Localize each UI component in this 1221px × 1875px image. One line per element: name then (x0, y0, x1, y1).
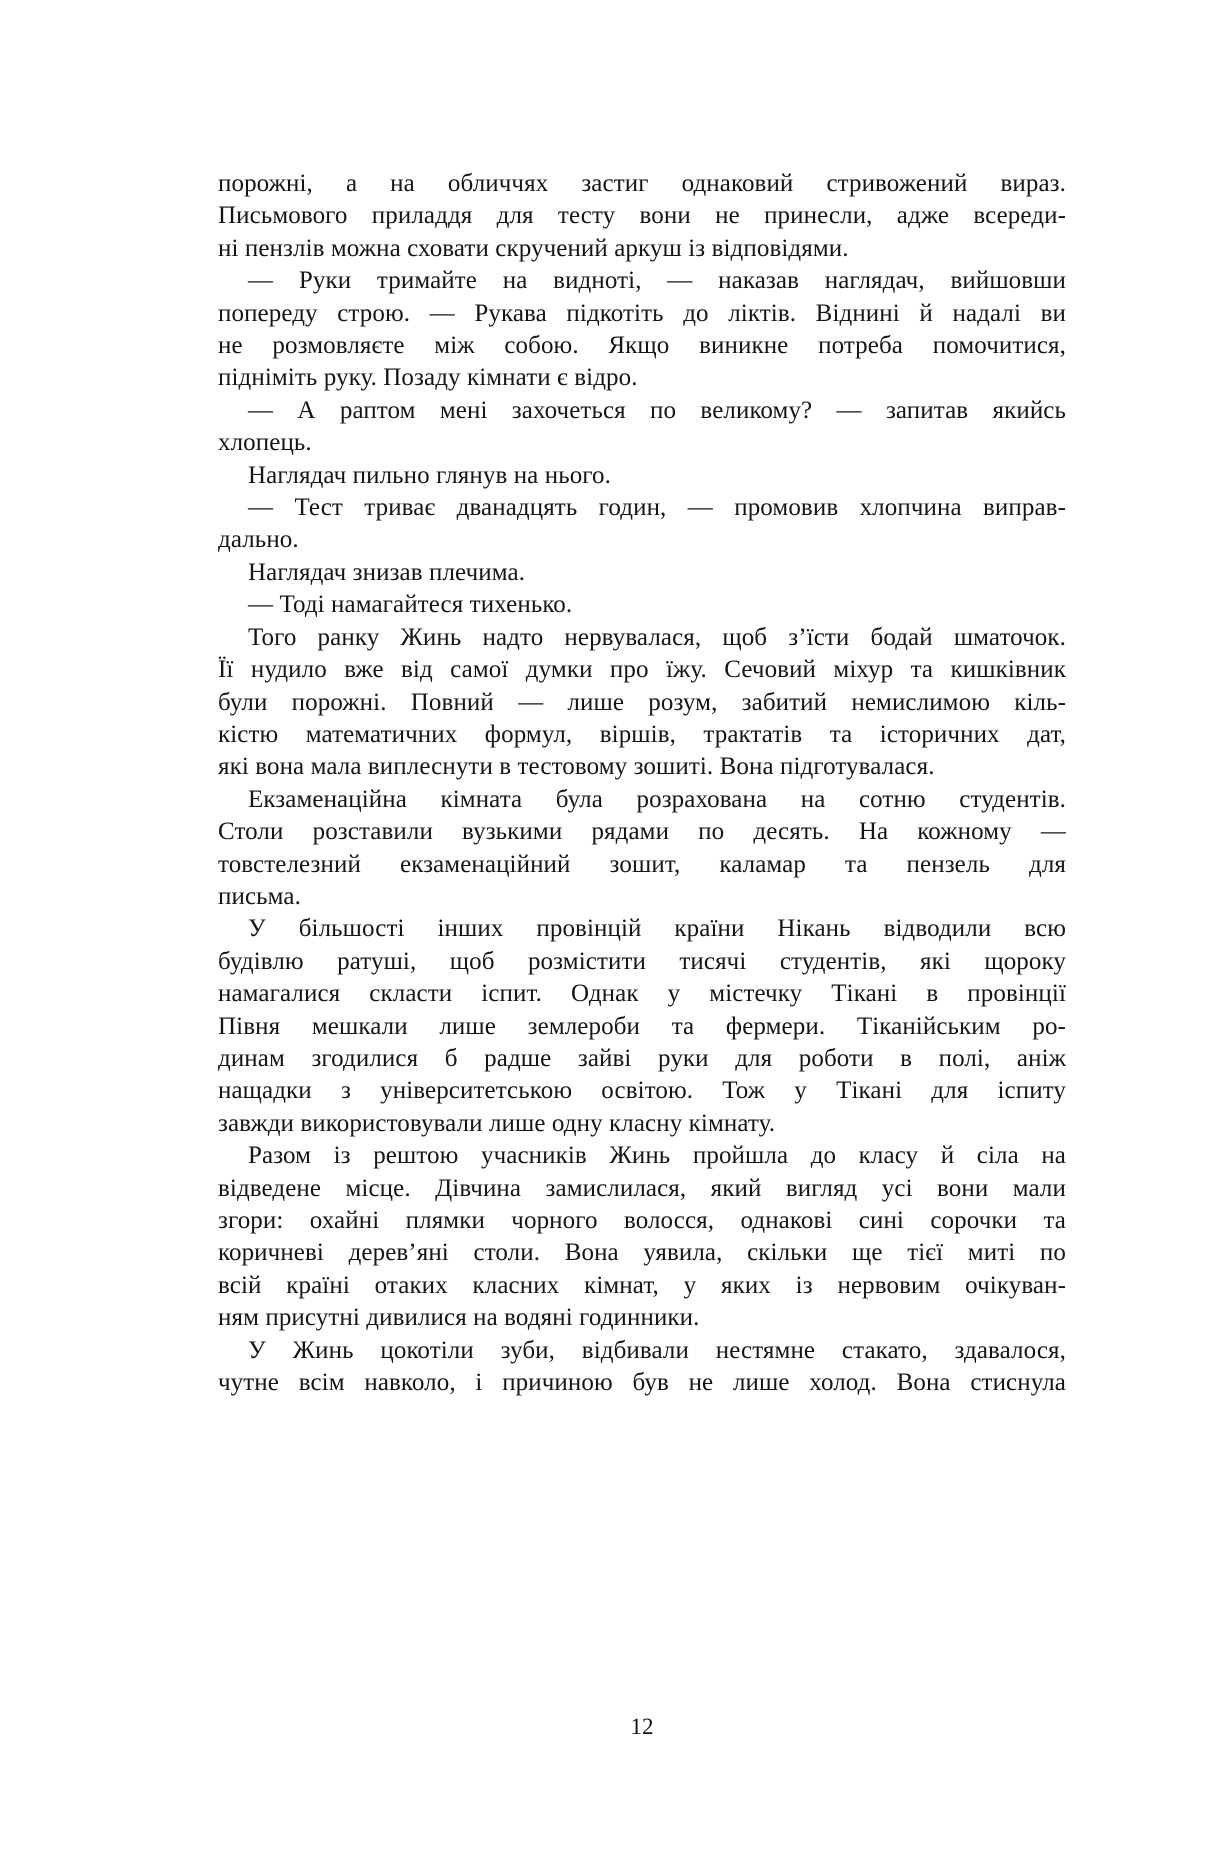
paragraph (218, 395, 1066, 460)
text-line: підніміть руку. Позаду кімнати є відро. (218, 364, 638, 392)
paragraph (218, 622, 1066, 784)
text-line: кістю математичних формул, віршів, трактатів та історичних дат, (218, 720, 1066, 748)
text-line: будівлю ратуші, щоб розмістити тисячі студентів, які щороку (218, 947, 1066, 975)
text-line: письма. (218, 882, 301, 910)
text-line: — А раптом мені захочеться по великому? — запитав якийсь (248, 396, 1066, 424)
text-line: Наглядач знизав плечима. (248, 558, 526, 586)
text-line: Столи розставили вузькими рядами по десять. На кожному — (218, 818, 1066, 846)
paragraph (218, 784, 1066, 914)
text-line: Наглядач пильно глянув на нього. (248, 461, 611, 489)
text-line: попереду строю. — Рукава підкотіть до ліктів. Віднині й надалі ви (218, 299, 1066, 327)
paragraph (218, 589, 1066, 621)
text-line: всій країні отаких класних кімнат, у яких із нервовим очікуван- (218, 1271, 1066, 1299)
text-line: ням присутні дивилися на водяні годинники. (218, 1304, 700, 1332)
paragraph (218, 913, 1066, 1140)
text-line: які вона мала виплеснути в тестовому зошиті. Вона підготувалася. (218, 753, 935, 781)
text-line: були порожні. Повний — лише розум, забитий немислимою кіль- (218, 688, 1066, 716)
text-line: Того ранку Жинь надто нервувалася, щоб з’їсти бодай шматочок. (248, 623, 1066, 651)
text-line: Її нудило вже від самої думки про їжу. Сечовий міхур та кишківник (218, 656, 1066, 684)
text-line: завжди використовували лише одну класну кімнату. (218, 1109, 776, 1137)
text-line: У Жинь цокотіли зуби, відбивали нестямне стакато, здавалося, (248, 1336, 1066, 1364)
text-line: нащадки з університетською освітою. Тож у Тікані для іспиту (218, 1077, 1066, 1105)
paragraph (218, 492, 1066, 557)
paragraph (218, 460, 1066, 492)
text-line: ні пензлів можна сховати скручений аркуш із відповідями. (218, 234, 849, 262)
text-line: не розмовляєте між собою. Якщо виникне потреба помочитися, (218, 332, 1066, 360)
text-line: Півня мешкали лише землероби та фермери. Тіканійським ро- (218, 1012, 1066, 1040)
text-line: хлопець. (218, 429, 312, 457)
text-line: — Руки тримайте на видноті, — наказав наглядач, вийшовши (248, 267, 1066, 295)
text-line: згори: охайні плямки чорного волосся, однакові сині сорочки та (218, 1207, 1066, 1234)
text-block (218, 168, 1066, 1399)
text-line: порожні, а на обличчях застиг однаковий стривожений вираз. (218, 170, 1066, 197)
page-number: 12 (630, 1714, 654, 1739)
text-line: чутне всім навколо, і причиною був не лише холод. Вона стиснула (218, 1369, 1066, 1397)
text-line: дально. (218, 526, 299, 554)
text-line: Разом із рештою учасників Жинь пройшла до класу й сіла на (248, 1142, 1066, 1170)
paragraph (218, 168, 1066, 265)
paragraph (218, 557, 1066, 589)
text-line: — Тест триває дванадцять годин, — промовив хлопчина виправ- (248, 494, 1066, 522)
text-line: — Тоді намагайтеся тихенько. (248, 591, 573, 619)
text-line: Письмового приладдя для тесту вони не принесли, адже всереди- (218, 202, 1066, 230)
paragraph (218, 265, 1066, 395)
text-line: У більшості інших провінцій країни Нікань відводили всю (248, 915, 1066, 943)
text-line: коричневі дерев’яні столи. Вона уявила, скільки ще тієї миті по (218, 1239, 1066, 1267)
text-line: товстелезний екзаменаційний зошит, каламар та пензель для (218, 850, 1066, 878)
text-line: Екзаменаційна кімната була розрахована на сотню студентів. (248, 785, 1066, 813)
text-line: намагалися скласти іспит. Однак у містечку Тікані в провінції (218, 980, 1066, 1008)
text-line: відведене місце. Дівчина замислилася, який вигляд усі вони мали (218, 1174, 1066, 1202)
text-line: динам згодилися б радше зайві руки для роботи в полі, аніж (218, 1044, 1066, 1072)
paragraph (218, 1140, 1066, 1334)
paragraph (218, 1335, 1066, 1400)
